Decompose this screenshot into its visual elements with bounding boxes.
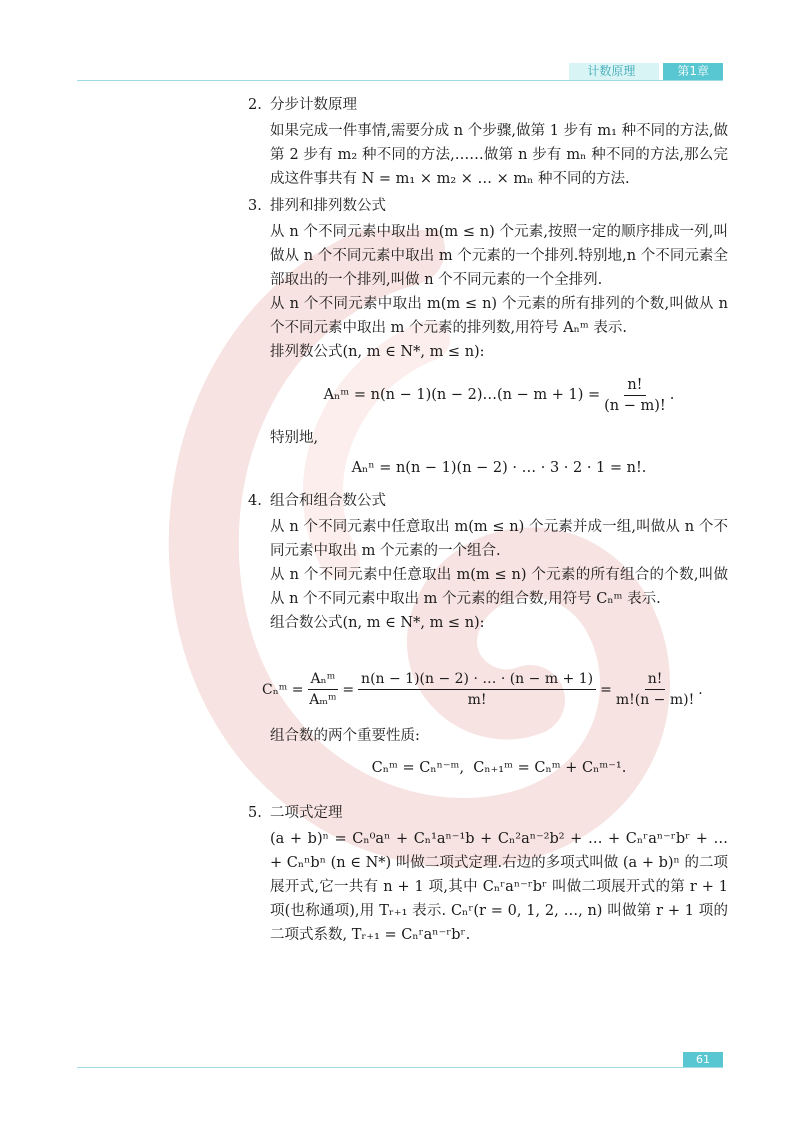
formula-text: Aₙⁿ = n(n − 1)(n − 2) · … · 3 · 2 · 1 = n!. — [351, 460, 647, 476]
section-number: 5. — [248, 805, 262, 821]
section-paragraph: 从 n 个不同元素中取出 m(m ≤ n) 个元素,按照一定的顺序排成一列,叫做从 n 个不同元素中取出 m 个元素的一个排列.特别地,n 个不同元素全部取出的一个排列,叫做 n 个不同元素的一个全排列. — [270, 224, 728, 288]
section-paragraph: 从 n 个不同元素中取出 m(m ≤ n) 个元素的所有排列的个数,叫做从 n 个不同元素中取出 m 个元素的排列数,用符号 Aₙᵐ 表示. — [270, 296, 728, 336]
fraction-denominator: m!(n − m)! — [615, 692, 695, 708]
section-paragraph: (a + b)ⁿ = Cₙ⁰aⁿ + Cₙ¹aⁿ⁻¹b + Cₙ²aⁿ⁻²b² + … + Cₙʳaⁿ⁻ʳbʳ + … + Cₙⁿbⁿ (n ∈ N*) 叫做二项式定理.右边的多项式叫做 (a + b)ⁿ 的二项展开式,它一共有 n + 1 项,其中 Cₙʳaⁿ⁻ʳbʳ 叫做二项展开式的第 r + 1 项(也称通项),用 Tᵣ₊₁ 表示. Cₙʳ(r = 0, 1, 2, …, n) 叫做第 r + 1 项的二项式系数, Tᵣ₊₁ = Cₙʳaⁿ⁻ʳbʳ. — [270, 831, 728, 943]
section-heading — [248, 490, 728, 512]
formula-fraction — [604, 376, 666, 415]
formula-fraction — [358, 670, 596, 709]
section-paragraph: 排列数公式(n, m ∈ N*, m ≤ n): — [270, 344, 485, 360]
formula-lhs: Cₙᵐ = — [262, 681, 304, 698]
section-number: 3. — [248, 198, 262, 214]
section-title: 分步计数原理 — [270, 97, 357, 113]
section-title: 排列和排列数公式 — [270, 198, 386, 214]
section-heading — [248, 802, 728, 824]
combination-properties — [270, 748, 728, 788]
formula-fraction — [308, 670, 339, 709]
fraction-denominator: (n − m)! — [604, 397, 666, 414]
special-label: 特别地, — [270, 430, 319, 446]
section-paragraph: 如果完成一件事情,需要分成 n 个步骤,做第 1 步有 m₁ 种不同的方法,做第 2 步有 m₂ 种不同的方法,……做第 n 步有 mₙ 种不同的方法,那么完成这件事共有 N = m₁ × m₂ × … × mₙ 种不同的方法. — [270, 123, 728, 187]
fraction-numerator: n(n − 1)(n − 2) · … · (n − m + 1) — [358, 670, 596, 690]
section-number: 2. — [248, 97, 262, 113]
section-paragraph: 组合数公式(n, m ∈ N*, m ≤ n): — [270, 615, 485, 631]
section-title: 二项式定理 — [270, 805, 343, 821]
fraction-numerator: n! — [645, 670, 666, 690]
page-number: 61 — [683, 1052, 723, 1067]
section-number: 4. — [248, 493, 262, 509]
section-paragraph: 从 n 个不同元素中任意取出 m(m ≤ n) 个元素的所有组合的个数,叫做从 n 个不同元素中取出 m 个元素的组合数,用符号 Cₙᵐ 表示. — [270, 567, 728, 607]
permutation-formula: Aₙᵐ = n(n − 1)(n − 2)…(n − m + 1) = $\frac{n!}{(n - m)!}$ . — [323, 376, 675, 414]
chapter-header — [569, 63, 723, 80]
formula-fraction — [616, 670, 694, 709]
formula-text: Cₙᵐ = Cₙⁿ⁻ᵐ, Cₙ₊₁ᵐ = Cₙᵐ + Cₙᵐ⁻¹. — [371, 760, 627, 776]
fraction-denominator: m! — [467, 692, 487, 708]
fraction-numerator: Aₙᵐ — [308, 670, 339, 690]
header-divider — [77, 80, 723, 81]
fraction-numerator: n! — [624, 376, 645, 396]
chapter-number: 第1章 — [663, 63, 723, 80]
footer-divider — [77, 1067, 723, 1068]
chapter-title: 计数原理 — [569, 63, 659, 80]
section-heading — [248, 94, 728, 116]
page-content — [248, 94, 728, 635]
section-title: 组合和组合数公式 — [270, 493, 386, 509]
section-heading — [248, 195, 728, 217]
formula-lhs: Aₙᵐ = n(n − 1)(n − 2)…(n − m + 1) = — [323, 387, 601, 403]
props-label: 组合数的两个重要性质: — [270, 728, 420, 744]
section-paragraph: 从 n 个不同元素中任意取出 m(m ≤ n) 个元素并成一组,叫做从 n 个不同元素中取出 m 个元素的一个组合. — [270, 519, 728, 559]
full-permutation-formula — [270, 450, 728, 486]
fraction-denominator: Aₘᵐ — [309, 692, 337, 708]
page-content-continued — [248, 724, 728, 947]
combination-formula: Cₙᵐ = $\frac{\text{Aₙᵐ}}{\text{Aₘᵐ}}$ = $\frac{n(n - 1)(n - 2) \cdot \dots \cdot (n - m + 1)}{m!}$ = $\frac{n!}{m!(n - m)!}$ . — [262, 671, 703, 708]
